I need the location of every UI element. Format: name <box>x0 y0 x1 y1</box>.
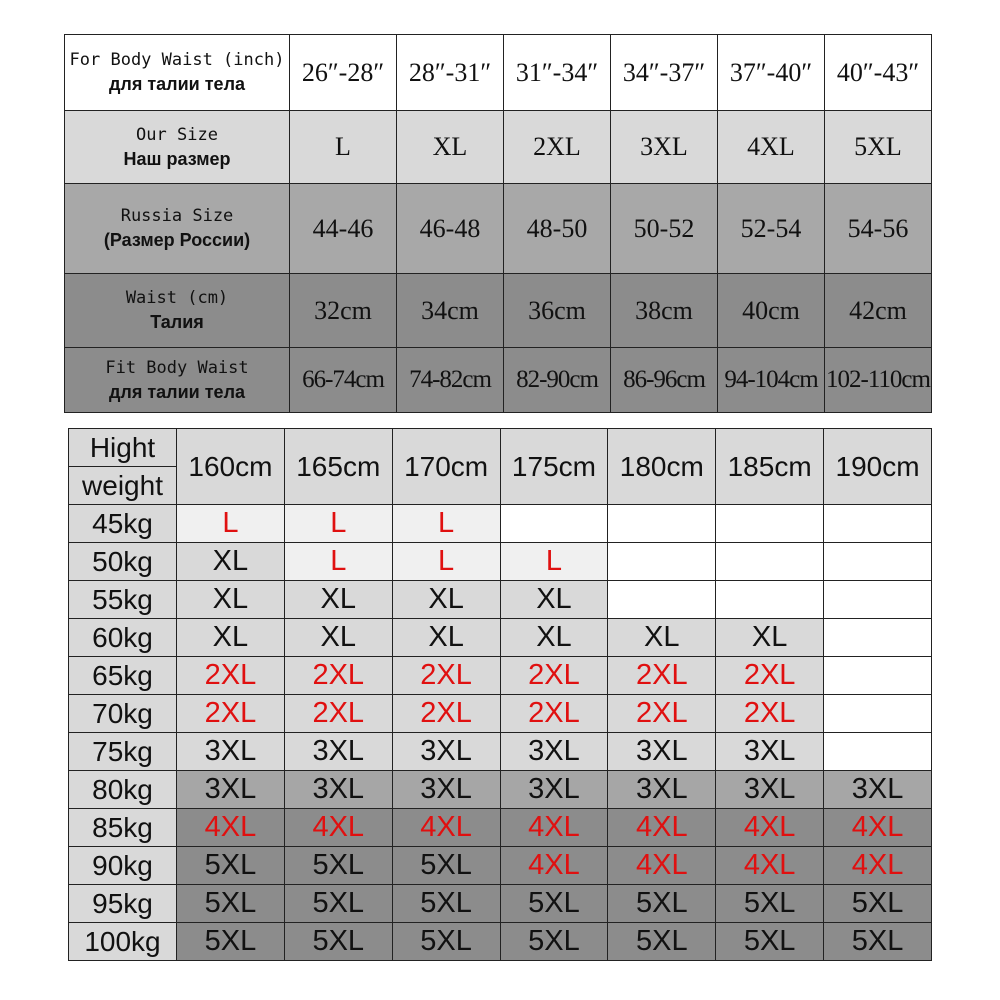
our-size-cell: 5XL <box>825 111 932 184</box>
height-weight-size-grid <box>68 428 932 961</box>
weight-row <box>69 581 932 619</box>
weight-label-cell: 50kg <box>69 543 177 581</box>
weight-label-cell: 85kg <box>69 809 177 847</box>
weight-row <box>69 657 932 695</box>
corner-cell <box>69 429 177 505</box>
size-cell: 2XL <box>716 657 824 695</box>
size-cell <box>824 657 932 695</box>
our-size-cell: XL <box>397 111 504 184</box>
row-label-ru: для талии тела <box>108 381 246 402</box>
row-label-ru: (Размер России) <box>103 230 251 250</box>
size-cell: 2XL <box>608 695 716 733</box>
size-cell: 4XL <box>716 847 824 885</box>
weight-row <box>69 543 932 581</box>
size-cell: 5XL <box>392 847 500 885</box>
size-cell: 3XL <box>500 771 608 809</box>
row-label-en: Fit Body Waist <box>105 357 249 378</box>
height-header-cell: 175cm <box>500 429 608 505</box>
weight-row <box>69 771 932 809</box>
size-cell: 4XL <box>177 809 285 847</box>
fit-waist-cell: 94-104cm <box>718 348 825 413</box>
size-cell: 4XL <box>284 809 392 847</box>
size-cell: 5XL <box>824 885 932 923</box>
fit-body-waist-row <box>65 348 932 413</box>
size-cell <box>824 543 932 581</box>
weight-label-cell: 100kg <box>69 923 177 961</box>
size-cell: 3XL <box>716 733 824 771</box>
height-header-cell: 180cm <box>608 429 716 505</box>
our-size-cell: 2XL <box>504 111 611 184</box>
height-header-cell: 185cm <box>716 429 824 505</box>
waist-cm-row <box>65 274 932 348</box>
size-cell: 3XL <box>608 771 716 809</box>
russia-size-cell: 48-50 <box>504 184 611 274</box>
size-cell: XL <box>177 619 285 657</box>
size-cell: 3XL <box>608 733 716 771</box>
size-cell: XL <box>716 619 824 657</box>
russia-size-cell: 50-52 <box>611 184 718 274</box>
our-size-cell: L <box>290 111 397 184</box>
russia-size-row <box>65 184 932 274</box>
size-cell: 2XL <box>500 695 608 733</box>
row-label <box>65 348 290 413</box>
waist-inch-cell: 26″-28″ <box>290 35 397 111</box>
size-cell: XL <box>500 619 608 657</box>
waist-inch-cell: 31″-34″ <box>504 35 611 111</box>
weight-label-cell: 80kg <box>69 771 177 809</box>
size-cell: 5XL <box>500 885 608 923</box>
size-conversion-table <box>64 34 932 413</box>
size-cell: XL <box>392 619 500 657</box>
size-cell: 4XL <box>824 809 932 847</box>
fit-waist-cell: 74-82cm <box>397 348 504 413</box>
size-cell: 5XL <box>608 885 716 923</box>
row-label <box>65 111 290 184</box>
size-cell: 3XL <box>500 733 608 771</box>
size-cell: 2XL <box>177 695 285 733</box>
size-cell: L <box>284 505 392 543</box>
size-cell: 4XL <box>608 847 716 885</box>
size-cell: 5XL <box>284 885 392 923</box>
height-header-row <box>69 429 932 505</box>
size-cell: 5XL <box>284 923 392 961</box>
size-cell: 5XL <box>392 923 500 961</box>
weight-row <box>69 847 932 885</box>
size-cell: 5XL <box>177 923 285 961</box>
our-size-cell: 3XL <box>611 111 718 184</box>
height-header-cell: 165cm <box>284 429 392 505</box>
size-cell: L <box>392 505 500 543</box>
size-cell: 5XL <box>392 885 500 923</box>
weight-row <box>69 619 932 657</box>
size-cell: 2XL <box>392 657 500 695</box>
size-cell: 4XL <box>500 809 608 847</box>
size-cell <box>608 505 716 543</box>
size-cell: 3XL <box>392 771 500 809</box>
weight-row <box>69 809 932 847</box>
waist-inch-cell: 28″-31″ <box>397 35 504 111</box>
row-label-ru: для талии тела <box>108 74 246 94</box>
size-cell: 4XL <box>608 809 716 847</box>
size-cell: L <box>284 543 392 581</box>
weight-label-cell: 70kg <box>69 695 177 733</box>
weight-label-cell: 75kg <box>69 733 177 771</box>
row-label-en: For Body Waist (inch) <box>69 50 285 70</box>
row-label <box>65 184 290 274</box>
size-cell: L <box>177 505 285 543</box>
weight-label-cell: 95kg <box>69 885 177 923</box>
size-cell: 4XL <box>716 809 824 847</box>
waist-cm-cell: 38cm <box>611 274 718 348</box>
fit-waist-cell: 82-90cm <box>504 348 611 413</box>
size-cell: XL <box>177 581 285 619</box>
size-cell: 5XL <box>608 923 716 961</box>
size-cell <box>716 505 824 543</box>
russia-size-cell: 44-46 <box>290 184 397 274</box>
size-cell <box>824 619 932 657</box>
size-cell: 3XL <box>824 771 932 809</box>
weight-row <box>69 733 932 771</box>
russia-size-cell: 52-54 <box>718 184 825 274</box>
weight-label-cell: 60kg <box>69 619 177 657</box>
size-cell: 4XL <box>824 847 932 885</box>
row-label-en: Our Size <box>136 124 218 145</box>
size-cell: 3XL <box>284 771 392 809</box>
size-cell: 3XL <box>177 733 285 771</box>
waist-inch-cell: 40″-43″ <box>825 35 932 111</box>
waist-cm-cell: 40cm <box>718 274 825 348</box>
waist-inch-cell: 37″-40″ <box>718 35 825 111</box>
size-cell: 2XL <box>500 657 608 695</box>
weight-row <box>69 885 932 923</box>
russia-size-cell: 54-56 <box>825 184 932 274</box>
waist-cm-cell: 42cm <box>825 274 932 348</box>
russia-size-cell: 46-48 <box>397 184 504 274</box>
size-cell <box>608 581 716 619</box>
waist-cm-cell: 32cm <box>290 274 397 348</box>
size-cell: 5XL <box>177 885 285 923</box>
waist-cm-cell: 36cm <box>504 274 611 348</box>
row-label-en: Russia Size <box>120 206 234 226</box>
body-waist-inch-row <box>65 35 932 111</box>
row-label <box>65 35 290 111</box>
size-cell: 5XL <box>500 923 608 961</box>
size-cell: 5XL <box>824 923 932 961</box>
size-cell: 3XL <box>177 771 285 809</box>
weight-label-cell: 45kg <box>69 505 177 543</box>
hight-label: Hight <box>69 429 176 467</box>
size-cell: XL <box>392 581 500 619</box>
size-cell: 5XL <box>284 847 392 885</box>
size-cell: XL <box>608 619 716 657</box>
weight-row <box>69 923 932 961</box>
size-cell: XL <box>284 619 392 657</box>
size-cell: 2XL <box>608 657 716 695</box>
size-cell: 5XL <box>716 923 824 961</box>
weight-label-cell: 55kg <box>69 581 177 619</box>
size-cell: 3XL <box>716 771 824 809</box>
size-cell: XL <box>284 581 392 619</box>
size-cell: L <box>500 543 608 581</box>
size-cell: 3XL <box>392 733 500 771</box>
weight-row <box>69 505 932 543</box>
fit-waist-cell: 86-96cm <box>611 348 718 413</box>
row-label-ru: Талия <box>150 312 204 332</box>
weight-label: weight <box>82 470 163 501</box>
size-cell: 4XL <box>500 847 608 885</box>
size-cell: XL <box>177 543 285 581</box>
waist-inch-cell: 34″-37″ <box>611 35 718 111</box>
size-cell: 5XL <box>177 847 285 885</box>
our-size-cell: 4XL <box>718 111 825 184</box>
size-cell: 3XL <box>284 733 392 771</box>
weight-row <box>69 695 932 733</box>
row-label-en: Waist (cm) <box>125 288 229 308</box>
size-cell <box>824 695 932 733</box>
fit-waist-cell: 102-110cm <box>825 348 932 413</box>
size-cell <box>824 581 932 619</box>
height-header-cell: 190cm <box>824 429 932 505</box>
size-cell: 2XL <box>284 695 392 733</box>
row-label <box>65 274 290 348</box>
size-cell: L <box>392 543 500 581</box>
weight-label-cell: 90kg <box>69 847 177 885</box>
size-cell <box>716 581 824 619</box>
height-header-cell: 160cm <box>177 429 285 505</box>
size-cell: XL <box>500 581 608 619</box>
our-size-row <box>65 111 932 184</box>
size-cell <box>716 543 824 581</box>
size-cell: 4XL <box>392 809 500 847</box>
size-cell: 2XL <box>716 695 824 733</box>
height-header-cell: 170cm <box>392 429 500 505</box>
size-cell <box>500 505 608 543</box>
fit-waist-cell: 66-74cm <box>290 348 397 413</box>
row-label-ru: Наш размер <box>123 148 231 169</box>
size-cell: 2XL <box>177 657 285 695</box>
size-cell: 2XL <box>392 695 500 733</box>
size-cell <box>824 733 932 771</box>
waist-cm-cell: 34cm <box>397 274 504 348</box>
size-cell <box>824 505 932 543</box>
size-cell: 5XL <box>716 885 824 923</box>
size-cell <box>608 543 716 581</box>
weight-label-cell: 65kg <box>69 657 177 695</box>
size-cell: 2XL <box>284 657 392 695</box>
